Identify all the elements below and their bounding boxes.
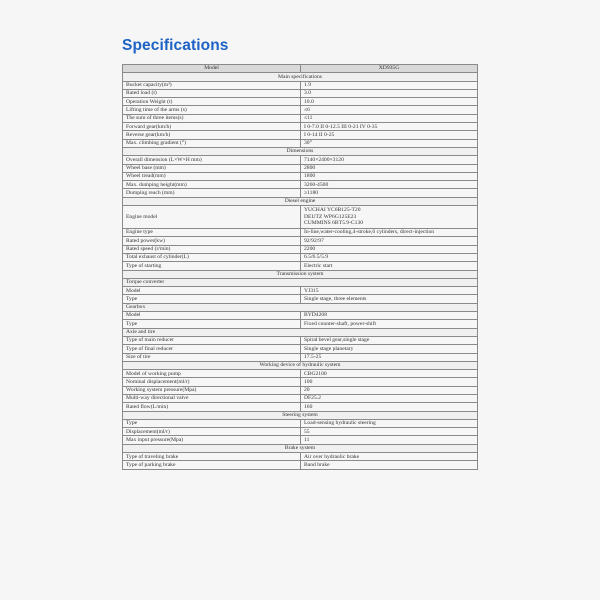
spec-row <box>123 189 478 197</box>
spec-label: Wheel base (mm) <box>123 164 301 172</box>
spec-row <box>123 386 478 394</box>
spec-value: Single stage planetary <box>301 345 478 353</box>
spec-label: Size of tire <box>123 353 301 361</box>
section-heading: Main specifications <box>123 73 478 81</box>
subsection-row <box>123 278 478 286</box>
spec-row <box>123 336 478 344</box>
spec-row <box>123 320 478 328</box>
spec-row <box>123 98 478 106</box>
spec-label: Model of working pump <box>123 370 301 378</box>
spec-value: 2800 <box>301 164 478 172</box>
section-row <box>123 444 478 452</box>
spec-label: Wheel tread(mm) <box>123 172 301 180</box>
table-header-row <box>123 65 478 73</box>
spec-value: 17.5-25 <box>301 353 478 361</box>
section-heading: Working device of hydraulic system <box>123 361 478 369</box>
spec-value: YJ315 <box>301 287 478 295</box>
spec-label: Nominal displacement(ml/r) <box>123 378 301 386</box>
spec-value: Fixed counter-shaft, power-shift <box>301 320 478 328</box>
spec-row <box>123 114 478 122</box>
spec-label: Multi-way directional valve <box>123 394 301 402</box>
spec-value: ≥1180 <box>301 189 478 197</box>
spec-value: Load-sensing hydraulic steering <box>301 419 478 427</box>
spec-row <box>123 436 478 444</box>
spec-label: Total exhaust of cylinder(L) <box>123 253 301 261</box>
spec-label: Type of traveling brake <box>123 453 301 461</box>
spec-value: 20 <box>301 386 478 394</box>
spec-row <box>123 378 478 386</box>
spec-row <box>123 245 478 253</box>
spec-value: I 0-7.0 II 0-12.5 III 0-21 IV 0-35 <box>301 123 478 131</box>
spec-value: 1.9 <box>301 81 478 89</box>
spec-value: YUCHAI YC6B125-T20 DEUTZ WP6G125E23 CUMMINS 6BT5.9-C130 <box>301 206 478 229</box>
spec-row <box>123 164 478 172</box>
spec-row <box>123 253 478 261</box>
spec-value: 1800 <box>301 172 478 180</box>
spec-label: Overall dimension (L×W×H mm) <box>123 156 301 164</box>
spec-row <box>123 461 478 469</box>
section-heading: Diesel engine <box>123 197 478 205</box>
header-model-label: Model <box>123 65 301 73</box>
section-heading: Steering system <box>123 411 478 419</box>
spec-value: 11 <box>301 436 478 444</box>
spec-row <box>123 394 478 402</box>
spec-row <box>123 181 478 189</box>
spec-row <box>123 403 478 411</box>
header-model-value: XD935G <box>301 65 478 73</box>
spec-label: Engine type <box>123 229 301 237</box>
spec-value: 10.0 <box>301 98 478 106</box>
spec-value: Electric start <box>301 262 478 270</box>
spec-value: 100 <box>301 378 478 386</box>
spec-row <box>123 295 478 303</box>
spec-row <box>123 287 478 295</box>
spec-value: 30° <box>301 139 478 147</box>
section-heading: Brake system <box>123 444 478 452</box>
spec-row <box>123 428 478 436</box>
spec-row <box>123 131 478 139</box>
spec-row <box>123 419 478 427</box>
spec-row <box>123 353 478 361</box>
section-heading: Transmission system <box>123 270 478 278</box>
spec-value: 92/92/97 <box>301 237 478 245</box>
subsection-heading: Torque converter <box>123 278 478 286</box>
spec-label: Model <box>123 287 301 295</box>
spec-label: Max input pressure(Mpa) <box>123 436 301 444</box>
spec-value: Band brake <box>301 461 478 469</box>
spec-label: Max. dumping height(mm) <box>123 181 301 189</box>
spec-label: Type <box>123 419 301 427</box>
spec-label: Lifting time of the arms (s) <box>123 106 301 114</box>
spec-row <box>123 237 478 245</box>
spec-value: Air over hydraulic brake <box>301 453 478 461</box>
spec-label: Type of final reducer <box>123 345 301 353</box>
spec-label: Type of parking brake <box>123 461 301 469</box>
page-title: Specifications <box>122 37 229 54</box>
spec-row <box>123 229 478 237</box>
spec-row <box>123 206 478 229</box>
spec-label: Reverse gear(km/h) <box>123 131 301 139</box>
spec-label: Type of starting <box>123 262 301 270</box>
spec-value: I 0-14 II 0-25 <box>301 131 478 139</box>
spec-value: Spiral bevel gear,single stage <box>301 336 478 344</box>
spec-value: In-line,water-cooling,4-stroke,6 cylinders, direct-injection <box>301 229 478 237</box>
spec-label: Type of main reducer <box>123 336 301 344</box>
spec-label: Rated load (t) <box>123 89 301 97</box>
spec-label: Engine model <box>123 206 301 229</box>
spec-row <box>123 453 478 461</box>
spec-label: Rated speed (r/min) <box>123 245 301 253</box>
spec-label: Model <box>123 312 301 320</box>
subsection-heading: Axle and tire <box>123 328 478 336</box>
section-row <box>123 411 478 419</box>
section-row <box>123 270 478 278</box>
spec-label: Dumping reach (mm) <box>123 189 301 197</box>
spec-row <box>123 123 478 131</box>
spec-row <box>123 370 478 378</box>
spec-label: The sum of three items(s) <box>123 114 301 122</box>
spec-row <box>123 81 478 89</box>
spec-value: Single stage, three elements <box>301 295 478 303</box>
spec-value: 7140×2400×3120 <box>301 156 478 164</box>
spec-label: Rated flow(L/min) <box>123 403 301 411</box>
section-row <box>123 197 478 205</box>
section-row <box>123 361 478 369</box>
spec-label: Type <box>123 295 301 303</box>
spec-row <box>123 156 478 164</box>
spec-label: Forward gear(km/h) <box>123 123 301 131</box>
spec-value: CBG2100 <box>301 370 478 378</box>
spec-value: 3.0 <box>301 89 478 97</box>
subsection-heading: Gearbox <box>123 303 478 311</box>
spec-value: 160 <box>301 403 478 411</box>
specifications-body <box>123 73 478 469</box>
section-row <box>123 147 478 155</box>
spec-value: 55 <box>301 428 478 436</box>
subsection-row <box>123 303 478 311</box>
spec-label: Displacement(ml/r) <box>123 428 301 436</box>
spec-label: Working system pressure(Mpa) <box>123 386 301 394</box>
spec-row <box>123 312 478 320</box>
spec-value: 3260-4500 <box>301 181 478 189</box>
spec-label: Max. climbing gradient (°) <box>123 139 301 147</box>
spec-label: Operation Weight (t) <box>123 98 301 106</box>
spec-label: Rated power(kw) <box>123 237 301 245</box>
spec-row <box>123 345 478 353</box>
section-row <box>123 73 478 81</box>
section-heading: Dimensions <box>123 147 478 155</box>
spec-value: ≤11 <box>301 114 478 122</box>
spec-row <box>123 89 478 97</box>
spec-row <box>123 262 478 270</box>
spec-value: DF25.2 <box>301 394 478 402</box>
spec-row <box>123 139 478 147</box>
specifications-table <box>122 64 478 470</box>
spec-value: BYD4208 <box>301 312 478 320</box>
spec-value: ≤6 <box>301 106 478 114</box>
spec-label: Bucket capacity(m³) <box>123 81 301 89</box>
subsection-row <box>123 328 478 336</box>
spec-row <box>123 172 478 180</box>
spec-value: 2200 <box>301 245 478 253</box>
spec-label: Type <box>123 320 301 328</box>
spec-row <box>123 106 478 114</box>
spec-value: 6.5/6.5/5.9 <box>301 253 478 261</box>
